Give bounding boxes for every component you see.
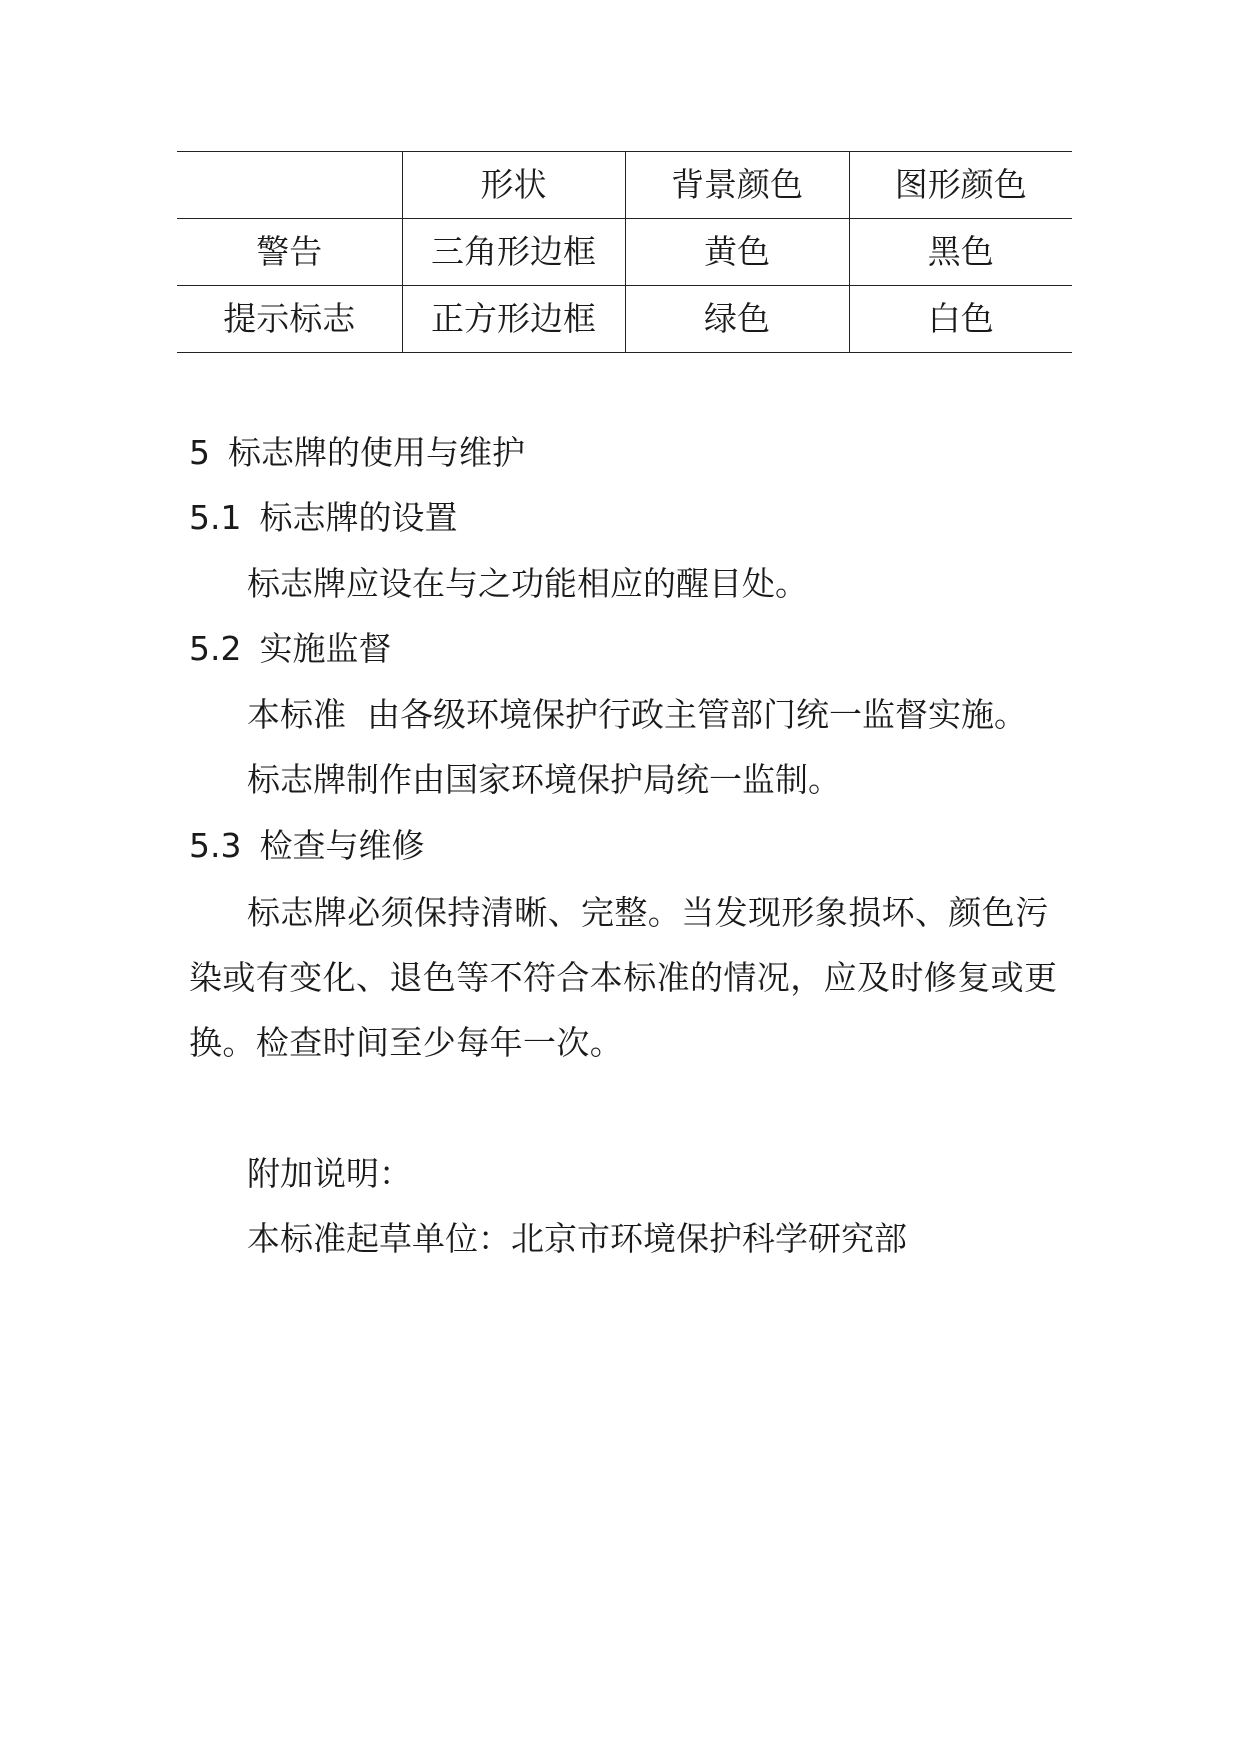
section-number: 5 <box>189 433 210 472</box>
section-5-1-text: 标志牌应设在与之功能相应的醒目处。 <box>247 564 808 603</box>
section-5-1-heading <box>189 498 457 538</box>
section-5-heading <box>189 433 525 473</box>
appendix-label: 附加说明： <box>247 1154 412 1193</box>
table-cell: 三角形边框 <box>402 219 625 286</box>
section-title: 实施监督 <box>259 629 392 668</box>
section-5-3-heading <box>189 826 424 866</box>
section-5-3-paragraph: 标志牌必须保持清晰、完整。当发现形象损坏、颜色污染或有变化、退色等不符合本标准的情况，应及时修复或更换。检查时间至少每年一次。 <box>189 893 1058 1062</box>
section-number: 5.2 <box>189 629 242 668</box>
table-cell: 黄色 <box>625 219 849 286</box>
section-5-2-text-2: 标志牌制作由国家环境保护局统一监制。 <box>247 760 841 799</box>
section-number: 5.3 <box>189 826 242 865</box>
table-cell: 正方形边框 <box>402 286 625 353</box>
appendix-drafter: 本标准起草单位：北京市环境保护科学研究部 <box>247 1219 907 1258</box>
table-header-cell: 背景颜色 <box>625 152 849 219</box>
table-row <box>177 286 1072 353</box>
section-5-2-text-1: 本标准 由各级环境保护行政主管部门统一监督实施。 <box>247 695 1027 734</box>
section-5-2-heading <box>189 629 391 669</box>
sign-spec-table <box>177 151 1072 353</box>
table-header-cell: 形状 <box>402 152 625 219</box>
section-title: 标志牌的设置 <box>259 498 458 537</box>
table-row <box>177 219 1072 286</box>
table-cell: 提示标志 <box>177 286 402 353</box>
table-cell: 警告 <box>177 219 402 286</box>
table-cell: 绿色 <box>625 286 849 353</box>
table-cell: 黑色 <box>849 219 1072 286</box>
table-cell: 白色 <box>849 286 1072 353</box>
section-title: 标志牌的使用与维护 <box>228 433 525 472</box>
table-header-cell <box>177 152 402 219</box>
table-header-cell: 图形颜色 <box>849 152 1072 219</box>
section-title: 检查与维修 <box>259 826 425 865</box>
section-number: 5.1 <box>189 498 242 537</box>
table-header-row <box>177 152 1072 219</box>
